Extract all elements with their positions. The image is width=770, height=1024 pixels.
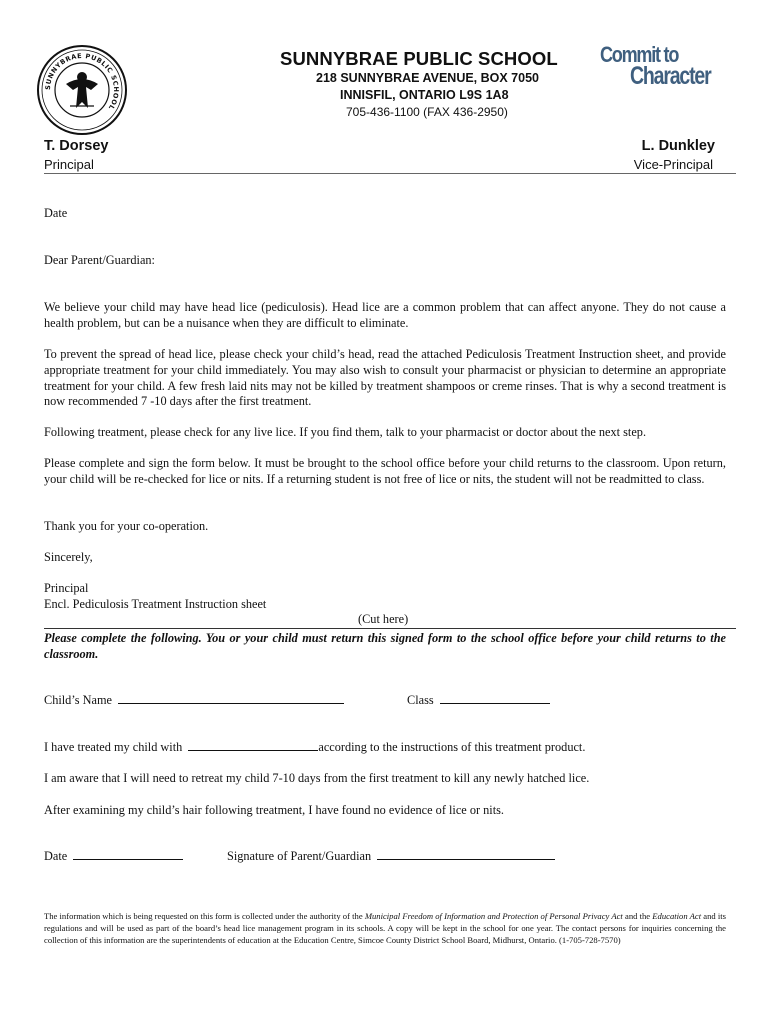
child-name-field[interactable] <box>118 692 344 704</box>
date-label: Date <box>44 206 68 220</box>
vice-principal-title: Vice-Principal <box>633 157 713 172</box>
signature-label: Signature of Parent/Guardian <box>227 849 372 863</box>
child-name-label: Child’s Name <box>44 693 112 707</box>
treated-row <box>44 739 585 755</box>
closing: Sincerely, <box>44 550 93 564</box>
class-field[interactable] <box>440 692 550 704</box>
treated-prefix: I have treated my child with <box>44 740 183 754</box>
paragraph-1: We believe your child may have head lice (pediculosis). Head lice are a common problem that can affect anyone. They do not cause a health problem, but can be a nuisance when they are difficult to eliminate. <box>44 300 726 330</box>
phone-fax: 705-436-1100 (FAX 436-2950) <box>346 105 508 119</box>
thank-you: Thank you for your co-operation. <box>44 519 209 533</box>
paragraph-2: To prevent the spread of head lice, please check your child’s head, read the attached Pediculosis Treatment Instruction sheet, and provide appropriate treatment for your child immediately. You may also wish to consult your pharmacist or physician to determine an appropriate treatment for your child. A few fresh laid nits may not be killed by treatment shampoos or creme rinses. That is why a second treatment is now recommended 7 -10 days after the first treatment. <box>44 347 726 409</box>
salutation: Dear Parent/Guardian: <box>44 253 155 267</box>
principal-name: T. Dorsey <box>44 138 109 154</box>
logo-ring-text: SUNNYBRAE PUBLIC SCHOOL <box>43 51 121 112</box>
examined-statement: After examining my child’s hair following treatment, I have found no evidence of lice or nits. <box>44 803 504 817</box>
school-crest-logo <box>36 44 128 136</box>
privacy-part-2: and the <box>622 911 653 921</box>
signature-field[interactable] <box>377 848 555 860</box>
privacy-part-3: and its regulations and will be used as part of the board’s head lice management program in its schools. A copy will be kept in the school for one year. The contact persons for inquiries concerning the collection of this information are the superintendents of education at the Education Centre, Simcoe County District School Board, Midhurst, Ontario. (1-705-728-7570) <box>44 911 727 946</box>
form-instructions: Please complete the following. You or your child must return this signed form to the school office before your child returns to the classroom. <box>44 631 726 661</box>
vice-principal-name: L. Dunkley <box>641 138 715 154</box>
class-row <box>407 692 550 708</box>
form-date-row <box>44 848 183 864</box>
class-label: Class <box>407 693 434 707</box>
address-line-1: 218 SUNNYBRAE AVENUE, BOX 7050 <box>316 71 539 85</box>
enclosure: Encl. Pediculosis Treatment Instruction sheet <box>44 597 267 611</box>
cut-here-label: (Cut here) <box>358 612 409 626</box>
principal-title: Principal <box>44 157 94 172</box>
brand-line-2: Character <box>630 62 711 90</box>
child-name-row <box>44 692 344 708</box>
commit-to-character-logo <box>600 44 724 90</box>
education-act-name: Education Act <box>652 911 702 921</box>
retreat-statement: I am aware that I will need to retreat my child 7-10 days from the first treatment to kill any newly hatched lice. <box>44 771 590 785</box>
signature-principal: Principal <box>44 581 89 595</box>
privacy-notice <box>44 910 726 947</box>
cut-line <box>44 628 736 629</box>
school-name: SUNNYBRAE PUBLIC SCHOOL <box>280 48 558 69</box>
brand-line-1: Commit to <box>600 42 679 67</box>
address-line-2: INNISFIL, ONTARIO L9S 1A8 <box>340 88 509 102</box>
treated-suffix: according to the instructions of this treatment product. <box>318 740 586 754</box>
privacy-act-name: Municipal Freedom of Information and Protection of Personal Privacy Act <box>364 911 623 921</box>
treatment-product-field[interactable] <box>188 739 318 751</box>
form-date-field[interactable] <box>73 848 183 860</box>
signature-row <box>227 848 555 864</box>
paragraph-4: Please complete and sign the form below. It must be brought to the school office before your child returns to the classroom. Upon return, your child will be re-checked for lice or nits. If a returning student is not free of lice or nits, the student will not be readmitted to class. <box>44 456 726 486</box>
privacy-part-1: The information which is being requested on this form is collected under the authority of the <box>44 911 365 921</box>
paragraph-3: Following treatment, please check for any live lice. If you find them, talk to your pharmacist or doctor about the next step. <box>44 425 647 439</box>
form-date-label: Date <box>44 849 68 863</box>
header-divider <box>44 173 736 174</box>
